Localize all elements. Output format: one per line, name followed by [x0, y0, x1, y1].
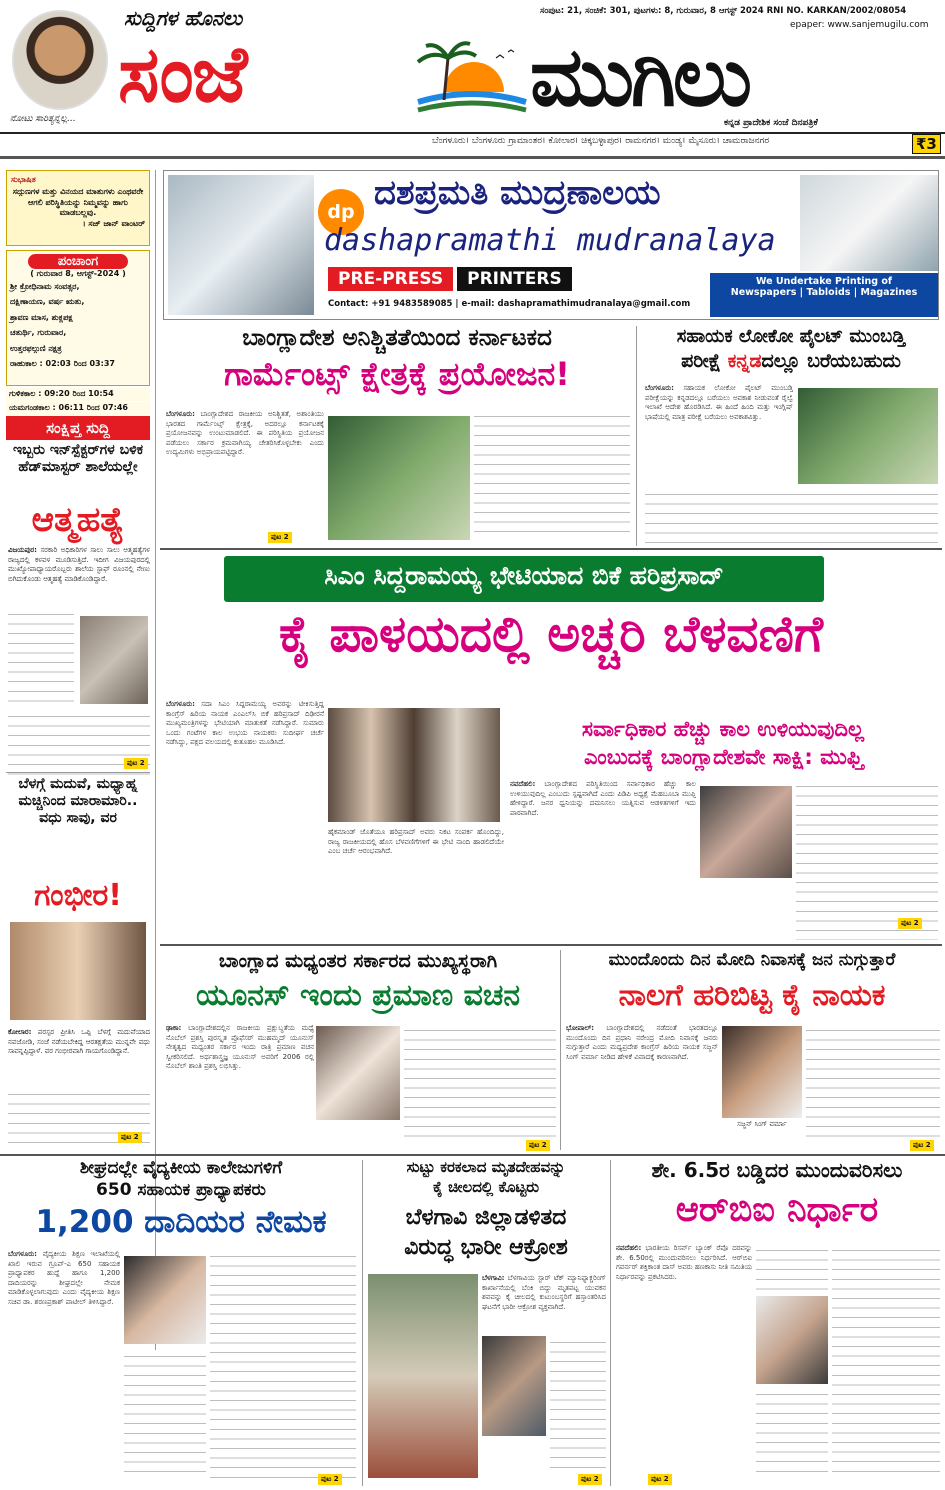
- editor-photo: [12, 10, 108, 110]
- prepress-label: PRE-PRESS: [328, 267, 453, 291]
- text-lines: [474, 410, 630, 538]
- lead-body-2: ಹೈಕಮಾಂಡ್ ಜೊತೆಯೂ ಹರಿಪ್ರಸಾದ್ ಅವರು ನಿಕಟ ಸಂಪರ್ಕ ಹೊಂದಿದ್ದು, ರಾಜ್ಯ ರಾಜಕೀಯದಲ್ಲಿ ಹೊಸ ಬೆಳವಣಿಗೆಗಳಿಗೆ ಈ ಭೇಟಿ ನಾಂದಿ ಹಾಡಲಿದೆಯೇ ಎಂಬ ಚರ್ಚೆ ಆರಂಭವಾಗಿದೆ.: [328, 828, 504, 856]
- edition-cities: ಬೆಂಗಳೂರು। ಬೆಂಗಳೂರು ಗ್ರಾಮಾಂತರ। ಕೋಲಾರ। ಚಿಕ್ಕಬಳ್ಳಾಪುರ। ರಾಮನಗರ। ಮಂಡ್ಯ। ಮೈಸೂರು। ಚಾಮರಾಜನಗರ: [432, 136, 770, 146]
- brief2-headline: ಗಂಭೀರ!: [34, 878, 122, 913]
- divider: [160, 944, 942, 946]
- brief2-dateline: ಕೋಲಾರ:: [8, 1028, 32, 1036]
- train-photo: [798, 388, 938, 484]
- lead-body: [166, 700, 324, 942]
- divider: [160, 548, 942, 550]
- text-lines: [832, 1244, 940, 1476]
- story-d-kicker: ಬಾಂಗ್ಲಾದ ಮಧ್ಯಂತರ ಸರ್ಕಾರದ ಮುಖ್ಯಸ್ಥರಾಗಿ: [218, 950, 498, 972]
- lead-text: ಸದಾ ಸಿಎಂ ಸಿದ್ದರಾಮಯ್ಯ ಅವರನ್ನು ಟೀಕಿಸುತ್ತಿದ್ದ ಕಾಂಗ್ರೆಸ್ ಹಿರಿಯ ನಾಯಕ ಎಂಎಲ್‌ಸಿ ಬಿಕೆ ಹರಿಪ್ರಸಾದ್ ದಿಢೀರನೆ ಮುಖ್ಯಮಂತ್ರಿಗಳನ್ನು ಭೇಟಿಯಾಗಿ ಮಾತುಕತೆ ನಡೆಸಿದ್ದಾರೆ. ಸುಮಾರು ಒಂದು ಗಂಟೆಗಳ ಕಾಲ ಉಭಯ ನಾಯಕರು ಸುದೀರ್ಘ ಚರ್ಚೆ ನಡೆಸಿದ್ದು, ಪಕ್ಷದ ವಲಯದಲ್ಲಿ ಕುತೂಹಲ ಮೂಡಿಸಿದೆ.: [166, 700, 324, 747]
- brief1-headline: ಆತ್ಮಹತ್ಯೆ: [31, 500, 125, 540]
- story-e-dateline: ಭೋಪಾಲ್:: [566, 1024, 595, 1032]
- loom-photo: [328, 416, 470, 540]
- story-g-dateline: ಬೆಳಗಾವಿ:: [482, 1274, 505, 1282]
- story-f-kicker2: 650 ಸಹಾಯಕ ಪ್ರಾಧ್ಯಾಪಕರು: [96, 1180, 266, 1200]
- page-ref[interactable]: ಪುಟ 2: [118, 1132, 142, 1143]
- story-g-kicker1: ಸುಟ್ಟು ಕರಕಲಾದ ಮೃತದೇಹವನ್ನು: [406, 1158, 566, 1176]
- story-e-headline: ನಾಲಗೆ ಹರಿಬಿಟ್ಟ ಕೈ ನಾಯಕ: [618, 978, 886, 1013]
- story-a-kicker: ಬಾಂಗ್ಲಾದೇಶ ಅನಿಶ್ಚಿತತೆಯಿಂದ ಕರ್ನಾಟಕದ: [242, 325, 552, 351]
- sun-palm-logo-icon: [412, 40, 530, 116]
- story-b-head-post: ದಲ್ಲೂ ಬರೆಯಬಹುದು: [761, 350, 901, 372]
- masthead: [0, 0, 945, 132]
- story-h-dateline: ನವದೆಹಲಿ:: [616, 1244, 642, 1252]
- page-ref[interactable]: ಪುಟ 2: [318, 1474, 342, 1485]
- printer-ad-banner[interactable]: [163, 170, 939, 320]
- story-g-kicker2: ಕೈ ಚೀಲದಲ್ಲಿ ಕೊಟ್ಟರು: [433, 1178, 539, 1196]
- story-c-kicker1: ಸರ್ವಾಧಿಕಾರ ಹೆಚ್ಚು ಕಾಲ ಉಳಿಯುವುದಿಲ್ಲ: [581, 717, 865, 741]
- photo-caption: ಸಜ್ಜನ್ ಸಿಂಗ್ ವರ್ಮಾ: [737, 1120, 787, 1128]
- page-ref[interactable]: ಪುಟ 2: [124, 758, 148, 769]
- story-h-kicker: ಶೇ. 6.5ರ ಬಡ್ಡಿದರ ಮುಂದುವರಿಸಲು: [651, 1158, 903, 1182]
- story-d-body: [166, 1024, 314, 1148]
- story-f-headline: 1,200 ದಾದಿಯರ ನೇಮಕ: [35, 1204, 327, 1240]
- mufti-photo: [700, 786, 792, 878]
- brief2-kicker: ಬೆಳಗ್ಗೆ ಮದುವೆ, ಮಧ್ಯಾಹ್ನ ಮಚ್ಚಿನಿಂದ ಮಾರಾಮಾರಿ.. ವಧು ಸಾವು, ವರ: [18, 776, 138, 826]
- page-ref[interactable]: ಪುಟ 2: [898, 918, 922, 929]
- story-d-headline: ಯೂನಸ್ ಇಂದು ಪ್ರಮಾಣ ವಚನ: [195, 978, 520, 1013]
- rbi-governor-photo: [756, 1296, 828, 1384]
- divider: [0, 132, 945, 134]
- brief2-text: ಪರಸ್ಪರ ಪ್ರೀತಿಸಿ ಒಪ್ಪಿ ಬೆಳಗ್ಗೆ ಮದುವೆಯಾದ ನವಜೋಡಿ, ಸಂಜೆ ನಡೆಯಬೇಕಿದ್ದ ಆರತಕ್ಷತೆಯ ಮುನ್ನವೇ ವಧು ಸಾವನ್ನಪ್ಪಿದ್ದಾಳೆ. ವರ ಗಂಭೀರವಾಗಿ ಗಾಯಗೊಂಡಿದ್ದಾನೆ.: [8, 1028, 150, 1055]
- text-lines: [404, 1024, 556, 1144]
- rahukala: ರಾಹುಕಾಲ : 02:03 ರಿಂದ 03:37: [10, 359, 115, 368]
- story-h-body: [616, 1244, 752, 1476]
- story-g-body: [482, 1274, 606, 1334]
- panchanga-item: ಚತುರ್ಥಿ, ಗುರುವಾರ,: [10, 328, 67, 337]
- panchanga-item: ದಕ್ಷಿಣಾಯಣ, ವರ್ಷ ಋತು,: [10, 297, 85, 306]
- leaders-photo: [328, 708, 500, 822]
- text-lines: [210, 1250, 356, 1478]
- divider: [610, 1160, 611, 1486]
- leader-photo: [722, 1026, 802, 1118]
- subhashita-author: । ಸಜ್ ಜಾನ್ ವಾಂಟರ್: [82, 218, 145, 228]
- masthead-subtitle: ಕನ್ನಡ ಪ್ರಾದೇಶಿಕ ಸಂಜೆ ದಿನಪತ್ರಿಕೆ: [724, 118, 818, 128]
- story-e-body: [566, 1024, 718, 1148]
- story-b-body: [645, 384, 793, 484]
- story-b-dateline: ಬೆಂಗಳೂರು:: [645, 384, 674, 392]
- story-a-text: ಬಾಂಗ್ಲಾದೇಶದ ರಾಜಕೀಯ ಅನಿಶ್ಚಿತತೆ, ಅಶಾಂತಿಯು ಭಾರತದ ಗಾರ್ಮೆಂಟ್ಸ್ ಕ್ಷೇತ್ರಕ್ಕೆ, ಅದರಲ್ಲೂ ಕರ್ನಾಟಕಕ್ಕೆ ಪ್ರಯೋಜನವನ್ನು ಉಂಟುಮಾಡಲಿದೆ. ಈ ಪರಿಸ್ಥಿತಿಯ ಪ್ರಯೋಜನ ಪಡೆಯಲು ಸರ್ಕಾರ ಕ್ರಮವಾಗಿಯ್ಯ ಚೇತರಿಸಿಕೊಳ್ಳಬೇಕು ಎಂದು ಉದ್ಯಮಿಗಳು ಅಭಿಪ್ರಾಯಪಟ್ಟಿದ್ದಾರೆ.: [166, 410, 324, 457]
- story-g-headline1: ಬೆಳಗಾವಿ ಜಿಲ್ಲಾಡಳಿತದ: [405, 1205, 567, 1230]
- page-ref[interactable]: ಪುಟ 2: [578, 1474, 602, 1485]
- yamaganda-kala: ಯಮಗಂಡಕಾಲ : 06:11 ರಿಂದ 07:46: [6, 402, 150, 415]
- rni-number: RNI NO. KARKAN/2002/08054: [766, 6, 907, 16]
- panchanga-item: ಶ್ರೀ ಕ್ರೋಧಿನಾಮ ಸಂವತ್ಸರ,: [10, 281, 80, 291]
- masthead-name-right: ಮುಗಿಲು: [530, 30, 750, 125]
- page-ref[interactable]: ಪುಟ 2: [648, 1474, 672, 1485]
- story-b-head-pre: ಪರೀಕ್ಷೆ: [681, 350, 728, 372]
- issue-info: [540, 6, 906, 16]
- divider: [362, 1160, 363, 1486]
- story-h-text: ಭಾರತೀಯ ರಿಸರ್ವ್ ಬ್ಯಾಂಕ್ ರೆಪೊ ದರವನ್ನು ಶೇ. 6.50ರಲ್ಲಿ ಮುಂದುವರಿಸಲು ನಿರ್ಧರಿಸಿದೆ. ಆರ್‌ಬಿಐ ಗವರ್ನರ್ ಶಕ್ತಿಕಾಂತ ದಾಸ್ ಅವರು ಹಣಕಾಸು ನೀತಿ ಸಮಿತಿಯ ನಿರ್ಧಾರವನ್ನು ಪ್ರಕಟಿಸಿದರು.: [616, 1244, 752, 1281]
- page-ref[interactable]: ಪುಟ 2: [526, 1140, 550, 1151]
- brief2-body: [8, 1028, 150, 1057]
- couple-photo: [10, 922, 146, 1020]
- divider: [0, 156, 945, 159]
- brief1-kicker: ಇಬ್ಬರು ಇನ್‌ಸ್ಪೆಕ್ಟರ್‌ಗಳ ಬಳಿಕ ಹೆಡ್‌ಮಾಸ್ಟರ್ ಶಾಲೆಯಲ್ಲೇ: [12, 442, 144, 475]
- gulika-kala: ಗುಳಿಕಕಾಲ : 09:20 ರಿಂದ 10:54: [6, 388, 150, 401]
- story-d-text: ಬಾಂಗ್ಲಾದೇಶದಲ್ಲಿನ ರಾಜಕೀಯ ಪ್ರಕ್ಷುಬ್ಧತೆಯ ಮಧ್ಯೆ ನೊಬೆಲ್ ಪ್ರಶಸ್ತಿ ಪುರಸ್ಕೃತ ಪ್ರೊಫೆಸರ್ ಮುಹಮ್ಮದ್ ಯೂನುಸ್ ನೇತೃತ್ವದ ಮಧ್ಯಂತರ ಸರ್ಕಾರ ಇಂದು ರಾತ್ರಿ ಪ್ರಮಾಣ ವಚನ ಸ್ವೀಕರಿಸಲಿದೆ. ಅರ್ಥಶಾಸ್ತ್ರಜ್ಞ ಯೂನುಸ್ ಅವರಿಗೆ 2006 ರಲ್ಲಿ ನೊಬೆಲ್ ಶಾಂತಿ ಪ್ರಶಸ್ತಿ ಲಭಿಸಿತ್ತು.: [166, 1024, 314, 1071]
- brief1-dateline: ವಿಜಯಪುರ:: [8, 546, 37, 554]
- story-c-text: ಬಾಂಗ್ಲಾದೇಶದ ಪರಿಸ್ಥಿತಿಯಿಂದ ಸರ್ವಾಧಿಕಾರ ಹೆಚ್ಚು ಕಾಲ ಉಳಿಯುವುದಿಲ್ಲ ಎಂಬುದು ಸ್ಪಷ್ಟವಾಗಿದೆ ಎಂದು ಪಿಡಿಪಿ ಅಧ್ಯಕ್ಷೆ ಮೆಹಬೂಬಾ ಮುಫ್ತಿ ಹೇಳಿದ್ದಾರೆ. ಜನರ ಧ್ವನಿಯನ್ನು ದಮನಿಸಲು ಯತ್ನಿಸುವ ಆಡಳಿತಗಳಿಗೆ ಇದು ಪಾಠವಾಗಿದೆ.: [510, 780, 696, 817]
- ad-services: [328, 267, 572, 291]
- panchanga-box: [6, 250, 150, 386]
- yunus-photo: [316, 1026, 400, 1120]
- story-c-kicker2: ಎಂಬುದಕ್ಕೆ ಬಾಂಗ್ಲಾದೇಶವೇ ಸಾಕ್ಷಿ: ಮುಫ್ತಿ: [583, 745, 863, 769]
- story-a-dateline: ಬೆಂಗಳೂರು:: [166, 410, 195, 418]
- ad-name-english: dashapramathi mudranalaya: [324, 223, 776, 258]
- story-a-headline: ಗಾರ್ಮೆಂಟ್ಸ್ ಕ್ಷೇತ್ರಕ್ಕೆ ಪ್ರಯೋಜನ!: [224, 355, 570, 393]
- story-g-headline2: ವಿರುದ್ಧ ಭಾರೀ ಆಕ್ರೋಶ: [404, 1235, 568, 1260]
- ad-name-kannada: ದಶಪ್ರಮತಿ ಮುದ್ರಣಾಲಯ: [374, 173, 661, 213]
- ad-side-panel: [710, 273, 938, 317]
- story-e-text: ಬಾಂಗ್ಲಾದೇಶದಲ್ಲಿ ನಡೆದಂತೆ ಭಾರತದಲ್ಲೂ ಮುಂದೊಂದು ದಿನ ಪ್ರಧಾನಿ ನರೇಂದ್ರ ಮೋದಿ ನಿವಾಸಕ್ಕೆ ಜನರು ನುಗ್ಗುತ್ತಾರೆ ಎಂದು ಮಧ್ಯಪ್ರದೇಶ ಕಾಂಗ್ರೆಸ್ ಹಿರಿಯ ನಾಯಕ ಸಜ್ಜನ್ ಸಿಂಗ್ ವರ್ಮಾ ನೀಡಿದ ಹೇಳಿಕೆ ವಿವಾದಕ್ಕೆ ಕಾರಣವಾಗಿದೆ.: [566, 1024, 718, 1061]
- page-ref[interactable]: ಪುಟ 2: [910, 1140, 934, 1151]
- subhashita-box: [6, 170, 150, 246]
- price-badge: ₹3: [912, 134, 941, 154]
- story-e-kicker: ಮುಂದೊಂದು ದಿನ ಮೋದಿ ನಿವಾಸಕ್ಕೆ ಜನ ನುಗ್ಗುತ್ತಾರೆ: [608, 950, 896, 970]
- divider: [0, 1154, 945, 1156]
- headmaster-photo: [80, 616, 148, 704]
- text-lines: [756, 1244, 828, 1292]
- panchanga-item: ಶ್ರಾವಣ ಮಾಸ, ಶುಕ್ಲಪಕ್ಷ: [10, 312, 73, 322]
- panchanga-item: ಉತ್ತರಫಲ್ಗುಣಿ ನಕ್ಷತ್ರ: [10, 343, 62, 353]
- ad-side-line2: Newspapers | Tabloids | Magazines: [730, 287, 918, 298]
- printer-image: [800, 175, 938, 271]
- issue-details: ಸಂಪುಟ: 21, ಸಂಚಿಕೆ: 301, ಪುಟಗಳು: 8, ಗುರುವಾರ, 8 ಆಗಸ್ಟ್ 2024: [540, 6, 764, 16]
- story-a-body: [166, 410, 324, 542]
- victim-photo: [482, 1336, 546, 1436]
- ad-side-line1: We Undertake Printing of: [755, 276, 893, 287]
- lead-dateline: ಬೆಂಗಳೂರು:: [166, 700, 195, 708]
- printers-label: PRINTERS: [457, 267, 572, 291]
- story-d-dateline: ಢಾಕಾ:: [166, 1024, 182, 1032]
- panchanga-title: ಪಂಚಾಂಗ: [28, 254, 128, 269]
- divider: [636, 326, 637, 546]
- divider: [6, 772, 150, 773]
- minister-photo: [124, 1256, 206, 1344]
- protest-photo: [368, 1274, 478, 1478]
- text-lines: [8, 710, 150, 780]
- tagline: ನೋಟು ಸಾರಿತ್ಯನ್ನಲ್ಲ...: [10, 114, 76, 124]
- story-f-text: ವೈದ್ಯಕೀಯ ಶಿಕ್ಷಣ ಇಲಾಖೆಯಲ್ಲಿ ಖಾಲಿ ಇರುವ ಗ್ರೂಪ್-ಎ 650 ಸಹಾಯಕ ಪ್ರಾಧ್ಯಾಪಕರ ಹುದ್ದೆ ಹಾಗೂ 1,200 ದಾದಿಯರನ್ನು ಶೀಘ್ರದಲ್ಲೇ ನೇಮಕ ಮಾಡಿಕೊಳ್ಳಲಾಗುವುದು ಎಂದು ವೈದ್ಯಕೀಯ ಶಿಕ್ಷಣ ಸಚಿವ ಡಾ. ಶರಣಪ್ರಕಾಶ್ ಪಾಟೀಲ್ ತಿಳಿಸಿದ್ದಾರೆ.: [8, 1250, 120, 1306]
- text-lines: [796, 780, 938, 940]
- press-machine-image: [168, 175, 314, 315]
- ad-contact: Contact: +91 9483589085 | e-mail: dashapramathimudranalaya@gmail.com: [328, 299, 691, 309]
- brief1-text: ಸರಕಾರಿ ಅಧಿಕಾರಿಗಳ ಸಾಲು ಸಾಲು ಆತ್ಮಹತ್ಯೆಗಳ ರಾಜ್ಯದಲ್ಲಿ ಕಳವಳ ಮೂಡಿಸುತ್ತಿದೆ. ಇದೀಗ ವಿಜಯಪುರದಲ್ಲಿ ಮುಖ್ಯೋಪಾಧ್ಯಾಯರೊಬ್ಬರು ಶಾಲೆಯ ಸ್ಟಾಫ್ ರೂಂನಲ್ಲಿ ನೇಣು ಬಿಗಿದುಕೊಂಡು ಆತ್ಮಹತ್ಯೆ ಮಾಡಿಕೊಂಡಿದ್ದಾರೆ.: [8, 546, 150, 583]
- epaper-link[interactable]: epaper: www.sanjemugilu.com: [790, 20, 929, 30]
- page-ref[interactable]: ಪುಟ 2: [268, 532, 292, 543]
- story-c-body: [510, 780, 696, 940]
- story-c-dateline: ನವದೆಹಲಿ:: [510, 780, 536, 788]
- brief-news-tag: ಸಂಕ್ಷಿಪ್ತ ಸುದ್ದಿ: [6, 416, 150, 440]
- masthead-small-title: ಸುದ್ದಿಗಳ ಹೊನಲು: [124, 6, 243, 30]
- divider: [560, 950, 561, 1150]
- panchanga-date: ( ಗುರುವಾರ 8, ಆಗಸ್ಟ್-2024 ): [30, 269, 126, 278]
- story-b-head-highlight: ಕನ್ನಡ: [727, 350, 762, 372]
- story-b-headline: [642, 352, 940, 372]
- text-lines: [124, 1350, 206, 1478]
- text-lines: [8, 608, 74, 708]
- story-h-headline: ಆರ್‌ಬಿಐ ನಿರ್ಧಾರ: [675, 1190, 879, 1230]
- dp-logo: dp: [318, 189, 364, 235]
- text-lines: [550, 1336, 606, 1476]
- text-lines: [806, 1024, 940, 1144]
- lead-kicker: ಸಿಎಂ ಸಿದ್ದರಾಮಯ್ಯ ಭೇಟಿಯಾದ ಬಿಕೆ ಹರಿಪ್ರಸಾದ್: [224, 556, 824, 602]
- brief1-body: [8, 546, 150, 584]
- story-b-kicker: ಸಹಾಯಕ ಲೋಕೋ ಪೈಲಟ್ ಮುಂಬಡ್ತಿ: [676, 326, 906, 347]
- story-f-dateline: ಬೆಂಗಳೂರು:: [8, 1250, 37, 1258]
- story-f-kicker1: ಶೀಘ್ರದಲ್ಲೇ ವೈದ್ಯಕೀಯ ಕಾಲೇಜುಗಳಿಗೆ: [79, 1158, 283, 1178]
- subhashita-text: ಸದ್ಗುಣಗಳ ಮತ್ತು ವಿನಯದ ಮಾತುಗಳು ಎಂಥವರೇ ಆಗಲಿ ಪರಿಸ್ಥಿತಿಯನ್ನು ನಿಮ್ಮವನ್ನು ಹಾಗು ಮಾಡಬಲ್ಲವು.: [12, 187, 144, 217]
- text-lines: [645, 488, 938, 544]
- lead-headline: ಕೈ ಪಾಳಯದಲ್ಲಿ ಅಚ್ಚರಿ ಬೆಳವಣಿಗೆ: [279, 605, 823, 663]
- story-b-text: ಸಹಾಯಕ ಲೋಕೋ ಪೈಲಟ್ ಮುಂಬಡ್ತಿ ಪರೀಕ್ಷೆಯನ್ನು ಕನ್ನಡದಲ್ಲೂ ಬರೆಯಲು ಅವಕಾಶ ನೀಡುವಂತೆ ರೈಲ್ವೆ ಇಲಾಖೆ ಆದೇಶ ಹೊರಡಿಸಿದೆ. ಈ ಹಿಂದೆ ಹಿಂದಿ ಮತ್ತು ಇಂಗ್ಲಿಷ್ ಭಾಷೆಯಲ್ಲಿ ಮಾತ್ರ ಪರೀಕ್ಷೆ ಬರೆಯಲು ಅವಕಾಶವಿತ್ತು.: [645, 384, 793, 421]
- story-g-text: ಬೆಳಗಾವಿಯ ಸ್ಟಾರ್ ಟೆಕ್ ಮ್ಯಾನಿಫ್ಯಾಕ್ಚರಿಂಗ್ ಕಾರ್ಖಾನೆಯಲ್ಲಿ ಬೆಂಕಿ ಬಿದ್ದು ಮೃತಪಟ್ಟ ಯುವಕನ ಶವವನ್ನು ಕೈ ಚೀಲದಲ್ಲಿ ಕುಟುಂಬಸ್ಥರಿಗೆ ಹಸ್ತಾಂತರಿಸಿದ ಘಟನೆಗೆ ಭಾರೀ ಆಕ್ರೋಶ ವ್ಯಕ್ತವಾಗಿದೆ.: [482, 1274, 606, 1311]
- text-lines: [756, 1388, 828, 1476]
- story-f-body: [8, 1250, 120, 1478]
- masthead-name-left: ಸಂಜೆ: [118, 30, 246, 120]
- subhashita-tag: ಸುಭಾಷಿತ: [11, 175, 36, 184]
